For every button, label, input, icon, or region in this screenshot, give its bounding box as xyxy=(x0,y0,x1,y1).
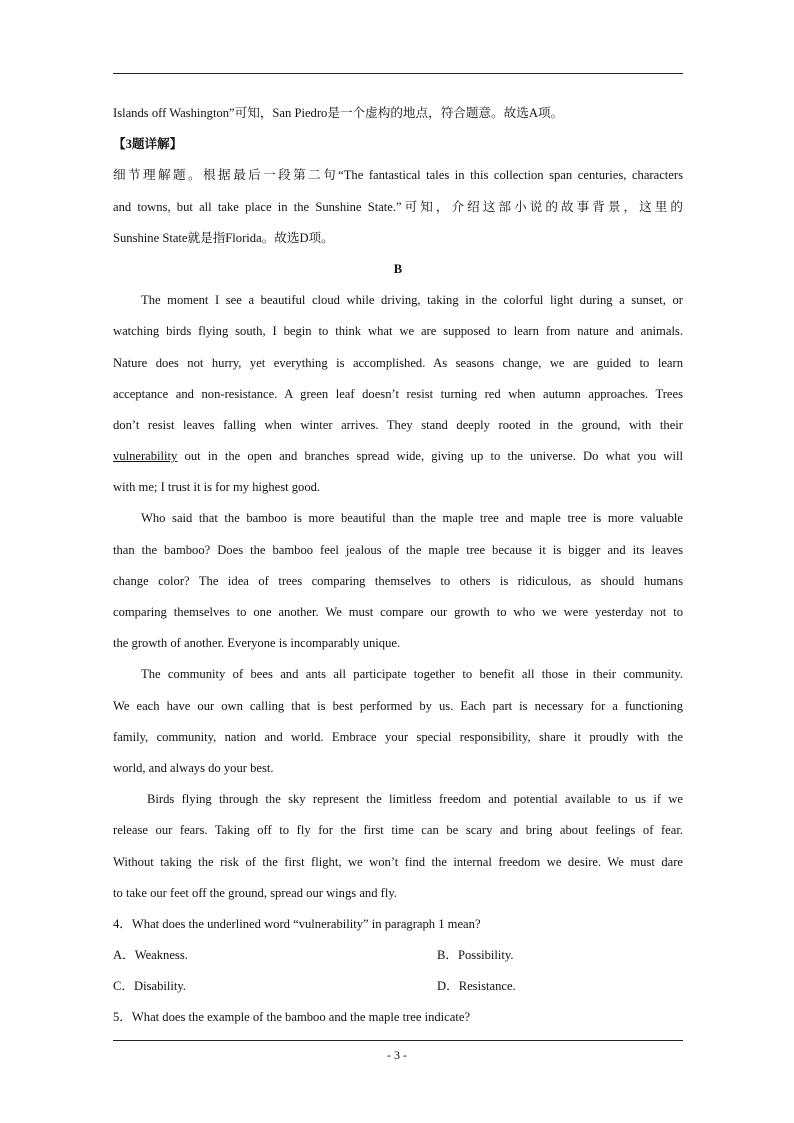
paragraph-line: don’t resist leaves falling when winter arrives. They stand deeply rooted in the ground, with their xyxy=(113,417,683,432)
paragraph-line: Without taking the risk of the first flight, we won’t find the internal freedom we desire. We must dare xyxy=(113,854,683,869)
passage-paragraph-1 xyxy=(113,285,683,503)
question-5-stem: 5．What does the example of the bamboo and the maple tree indicate? xyxy=(113,1010,471,1025)
section-label: B xyxy=(393,261,403,276)
paragraph-line: than the bamboo? Does the bamboo feel jealous of the maple tree because it is bigger and its leaves xyxy=(113,542,683,557)
paragraph-line: change color? The idea of trees comparing themselves to others is ridiculous, as should humans xyxy=(113,573,683,588)
paragraph-text: out in the open and branches spread wide, giving up to the universe. Do what you will xyxy=(177,449,683,464)
paragraph-line: to take our feet off the ground, spread our wings and fly. xyxy=(113,885,397,900)
paragraph-line: release our fears. Taking off to fly for the first time can be scary and bring about feelings of fear. xyxy=(113,823,683,838)
passage-paragraph-3 xyxy=(113,659,683,784)
paragraph-line: Who said that the bamboo is more beautiful than the maple tree and maple tree is more valuable xyxy=(141,511,683,526)
page-number: - 3 - xyxy=(387,1048,407,1062)
question-4-options-row-1 xyxy=(113,940,683,971)
option-a: A．Weakness. xyxy=(113,948,188,963)
passage-paragraph-4 xyxy=(113,784,683,909)
paragraph-line: Birds flying through the sky represent the limitless freedom and potential available to us if we xyxy=(147,792,683,807)
paragraph-line: the growth of another. Everyone is incomparably unique. xyxy=(113,636,401,651)
question-4-options-row-2 xyxy=(113,971,683,1002)
q2-explanation-continuation: Islands off Washington”可知，San Piedro是一个虚构的地点，符合题意。故选A项。 xyxy=(113,106,564,120)
paragraph-line: acceptance and non-resistance. A green leaf doesn’t resist turning red when autumn approaches. Trees xyxy=(113,386,683,401)
q3-detail-line-3: Sunshine State就是指Florida。故选D项。 xyxy=(113,230,334,245)
paragraph-line: The moment I see a beautiful cloud while driving, taking in the colorful light during a sunset, or xyxy=(141,293,683,308)
paragraph-line xyxy=(113,441,683,472)
document-body xyxy=(113,98,683,1034)
footer-rule xyxy=(113,1040,683,1041)
paragraph-line: The community of bees and ants all participate together to benefit all those in their community. xyxy=(141,667,683,682)
question-4-stem: 4．What does the underlined word “vulnerability” in paragraph 1 mean? xyxy=(113,916,481,931)
option-b: B．Possibility. xyxy=(437,948,514,963)
paragraph-line: comparing themselves to one another. We must compare our growth to who we were yesterday not to xyxy=(113,605,683,619)
paragraph-line: We each have our own calling that is best performed by us. Each part is necessary for a functioning xyxy=(113,698,683,713)
option-c: C．Disability. xyxy=(113,979,186,994)
option-d: D．Resistance. xyxy=(437,979,516,994)
underlined-word: vulnerability xyxy=(113,449,178,464)
paragraph-line: watching birds flying south, I begin to think what we are supposed to learn from nature and animals. xyxy=(113,324,683,339)
q3-detail-line-1: 细节理解题。根据最后一段第二句“The fantastical tales in this collection span centuries, characters xyxy=(113,168,683,183)
paragraph-line: family, community, nation and world. Embrace your special responsibility, share it proudly with the xyxy=(113,729,683,744)
q3-detail-line-2: and towns, but all take place in the Sunshine State.”可知，介绍这部小说的故事背景，这里的 xyxy=(113,199,683,214)
header-rule xyxy=(113,73,683,74)
q3-heading: 【3题详解】 xyxy=(113,137,183,152)
paragraph-line: world, and always do your best. xyxy=(113,760,274,775)
passage-paragraph-2 xyxy=(113,503,683,659)
paragraph-line: with me; I trust it is for my highest good. xyxy=(113,480,321,495)
paragraph-line: Nature does not hurry, yet everything is accomplished. As seasons change, we are guided to learn xyxy=(113,355,683,370)
